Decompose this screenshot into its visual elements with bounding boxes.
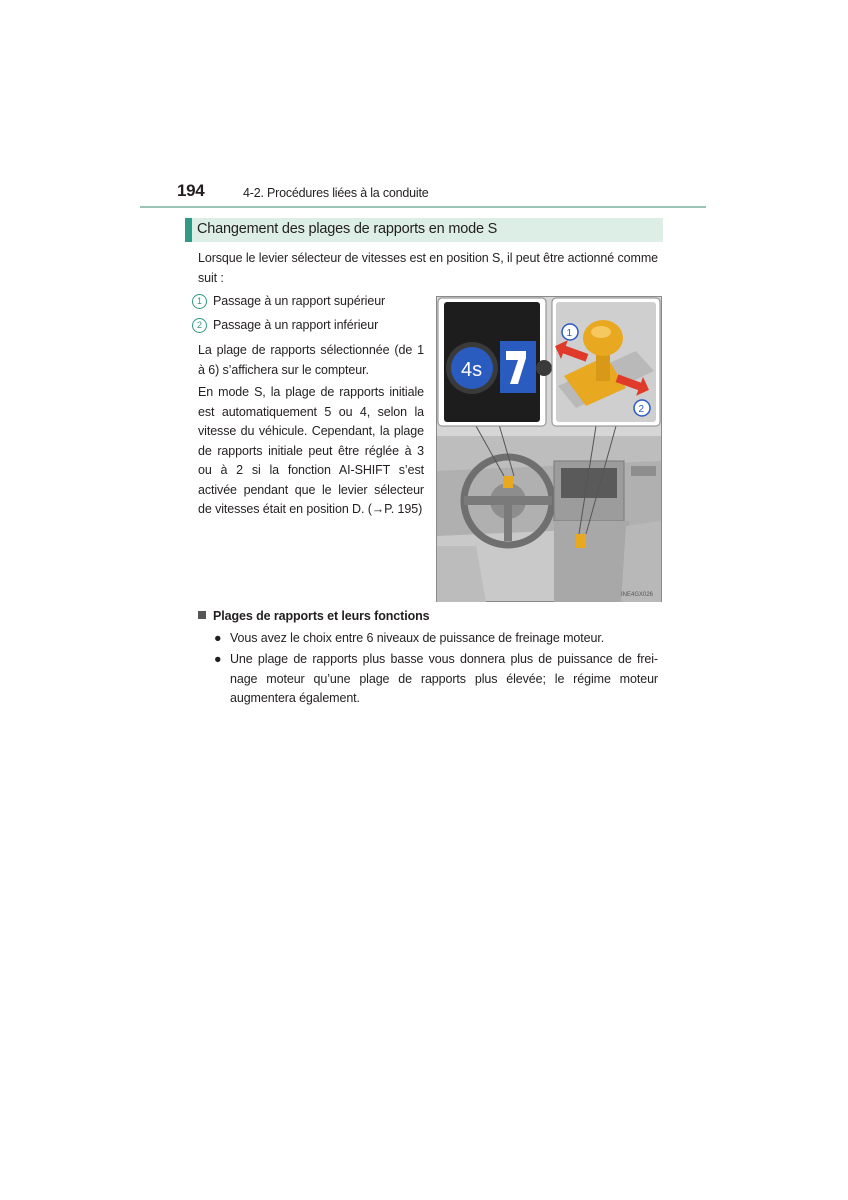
title-box bbox=[185, 218, 663, 242]
list-item-downshift bbox=[192, 318, 378, 333]
note-initial-range: En mode S, la plage de rapports initiale est automatiquement 5 ou 4, selon la vitesse du véhicule. Cependant, la plage de rapports initiale peut être réglée à 3 ou à 2 si la fonction AI-SHIFT s’est activée pendant que le levier sélecteur de vitesses était en position D. (→P. 195) bbox=[198, 385, 424, 516]
gear-shift-illustration bbox=[436, 296, 662, 602]
subsection-heading: Plages de rapports et leurs fonctions bbox=[198, 609, 430, 623]
bullet-icon: ● bbox=[214, 631, 222, 645]
list-item: ● Une plage de rapports plus basse vous donnera plus de puissance de frei-nage moteur qu’une plage de rapports plus élevée; le régime moteur augmentera également. bbox=[214, 652, 658, 705]
number-circle-icon: 1 bbox=[192, 294, 207, 309]
intro-paragraph: Lorsque le levier sélecteur de vitesses est en position S, il peut être actionné comme suit : bbox=[198, 251, 658, 285]
title-accent-bar bbox=[185, 218, 192, 242]
number-circle-icon: 2 bbox=[192, 318, 207, 333]
section-title: 4-2. Procédures liées à la conduite bbox=[243, 186, 429, 200]
list-item-label: Passage à un rapport supérieur bbox=[213, 294, 386, 308]
gear-display-text: 4s bbox=[461, 359, 483, 381]
callout-2-label: 2 bbox=[638, 404, 645, 415]
list-item-upshift bbox=[192, 294, 385, 309]
callout-1-label: 1 bbox=[566, 328, 573, 339]
list-item-label: Passage à un rapport inférieur bbox=[213, 318, 379, 332]
square-bullet-icon bbox=[198, 611, 206, 619]
page-number: 194 bbox=[177, 181, 205, 200]
header-rule bbox=[140, 206, 706, 208]
figure-code: INE4GX026 bbox=[621, 592, 654, 598]
list-item: ● Vous avez le choix entre 6 niveaux de puissance de freinage moteur. bbox=[214, 629, 658, 649]
page-title: Changement des plages de rapports en mode S bbox=[197, 221, 498, 237]
note-display: La plage de rapports sélectionnée (de 1 à 6) s’affichera sur le compteur. bbox=[198, 343, 424, 377]
bullet-icon: ● bbox=[214, 652, 222, 666]
